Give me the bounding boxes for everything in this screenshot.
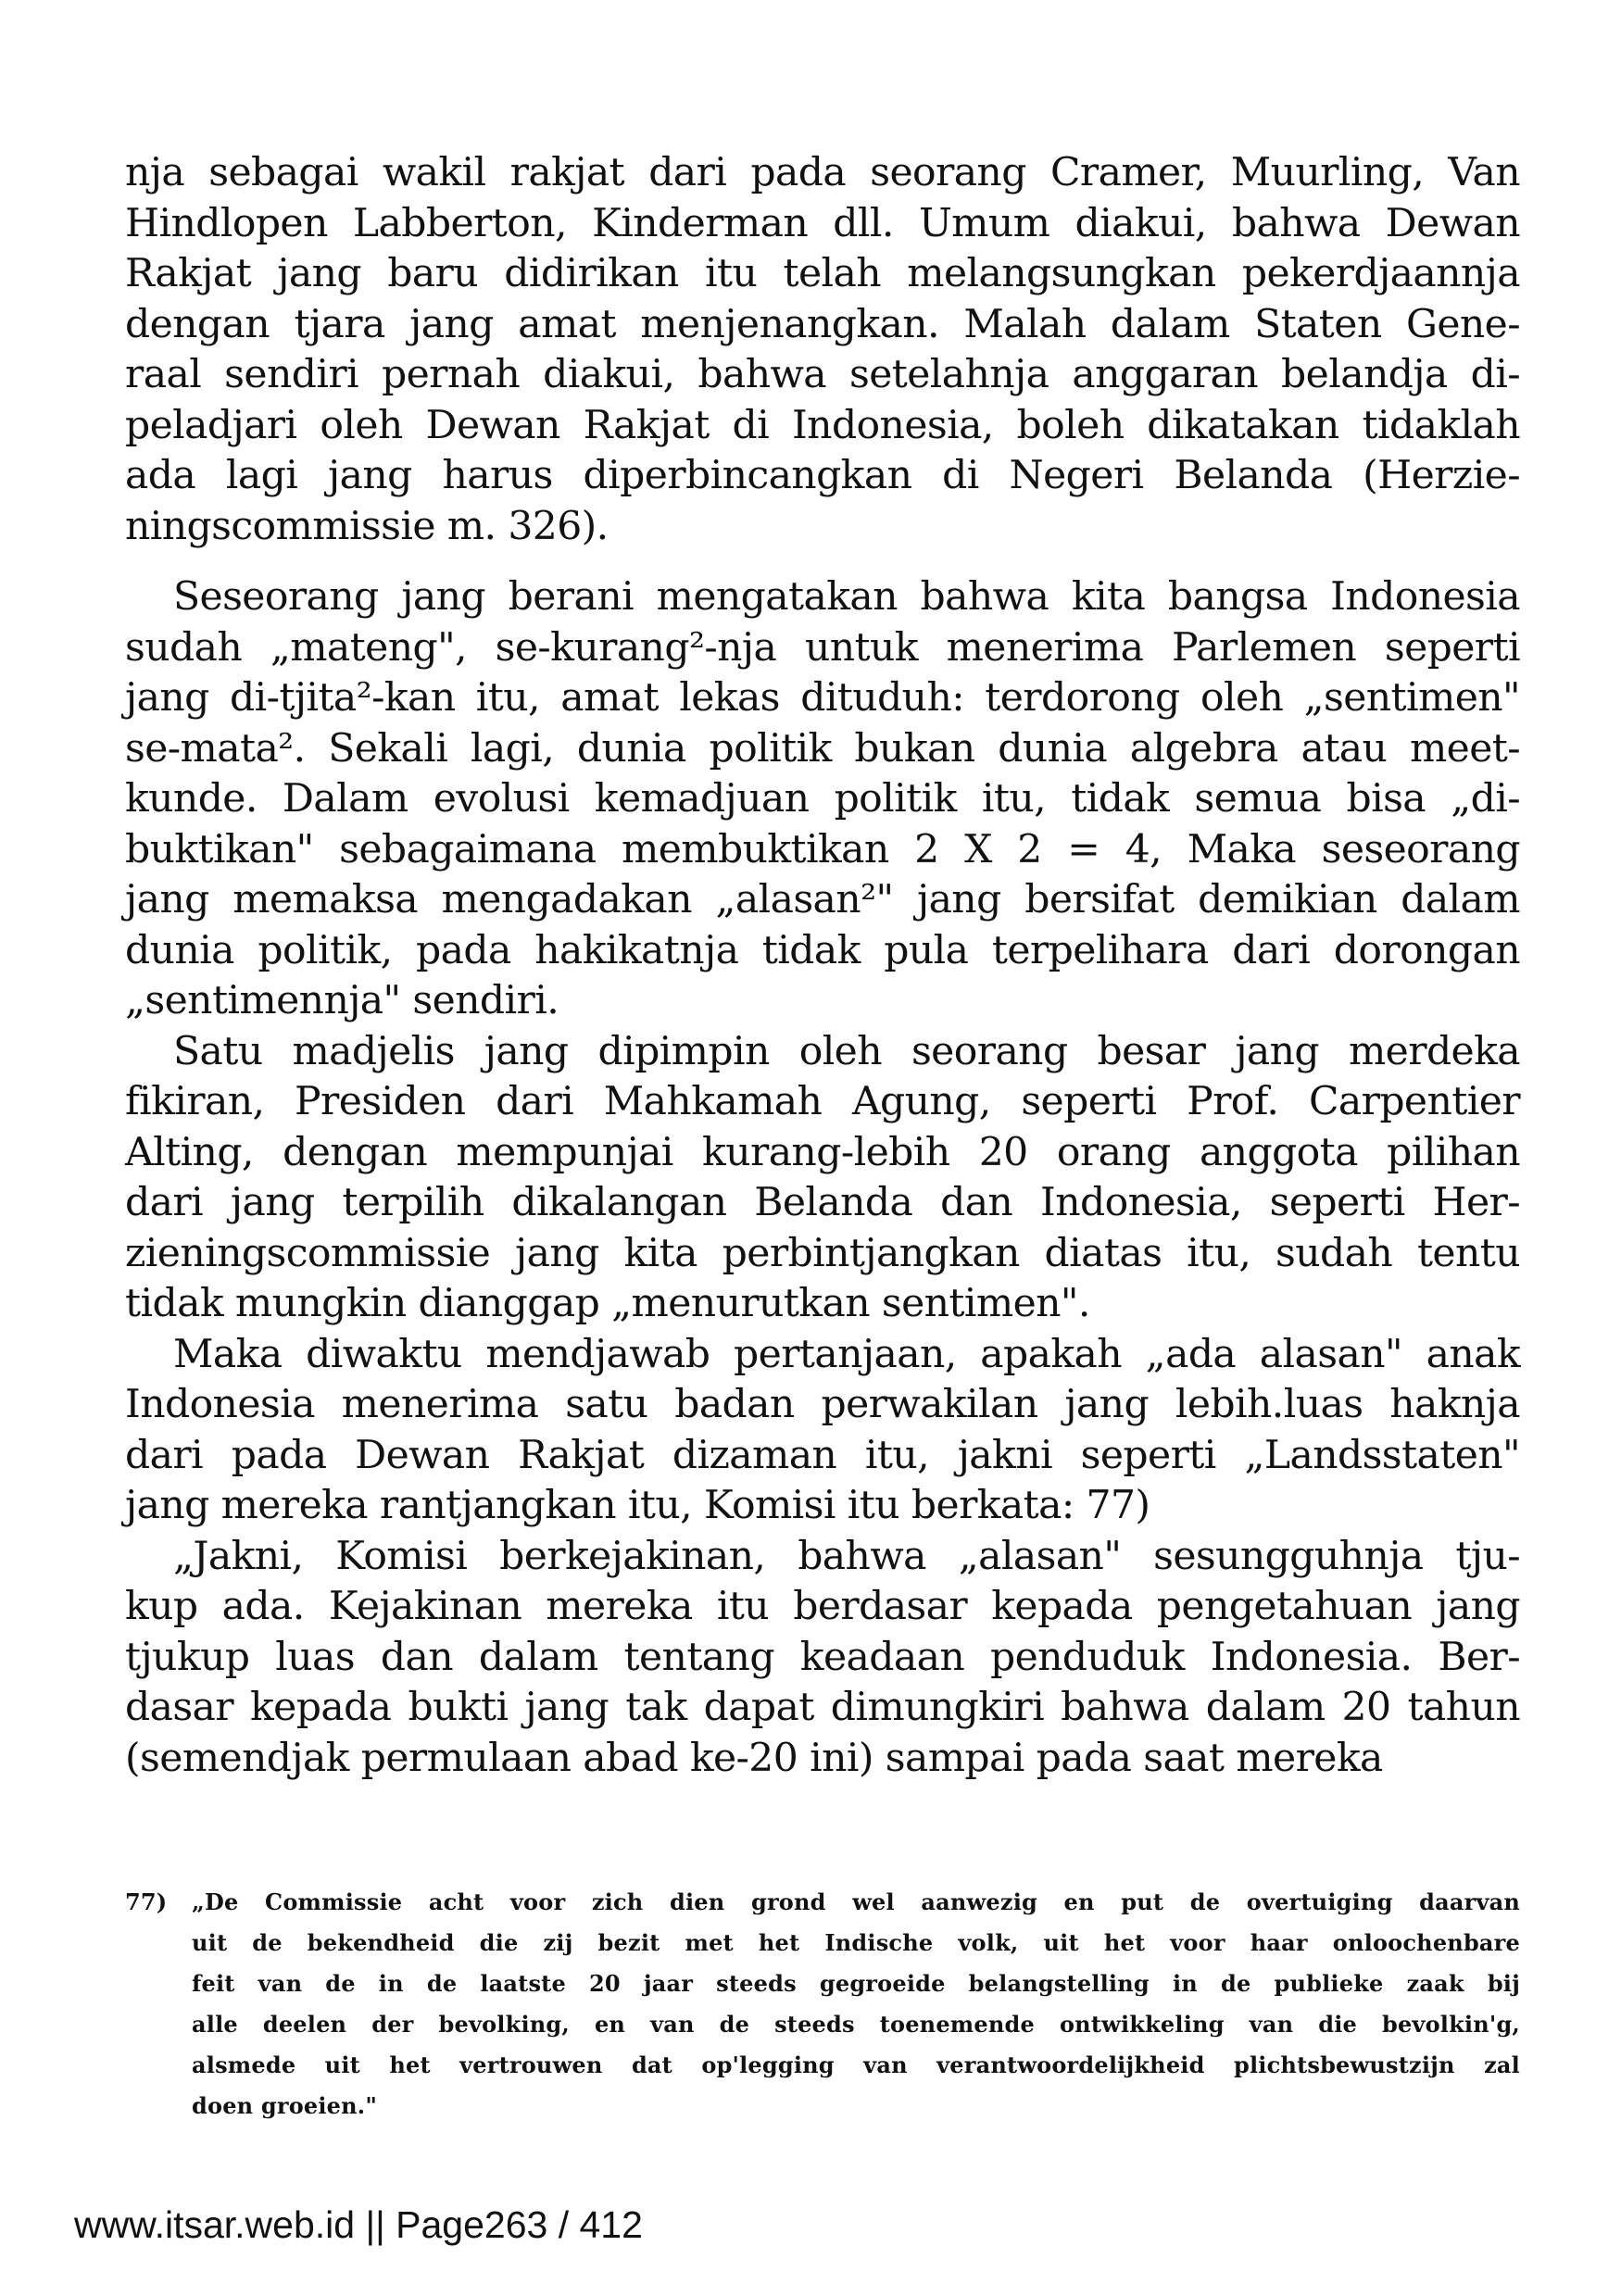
text-line: peladjari oleh Dewan Rakjat di Indonesia, boleh dikatakan tidaklah (125, 402, 1520, 448)
footnote-line: „De Commissie acht voor zich dien grond wel aanwezig en put de overtuiging daarvan (192, 1888, 1520, 1915)
text-line: jang di-tjita²-kan itu, amat lekas dituduh: terdorong oleh „sentimen" (125, 675, 1520, 721)
text-line: „Jakni, Komisi berkejakinan, bahwa „alasan" sesungguhnja tju- (173, 1533, 1520, 1579)
text-line: Maka diwaktu mendjawab pertanjaan, apakah „ada alasan" anak (173, 1331, 1520, 1377)
text-line: dengan tjara jang amat menjenangkan. Malah dalam Staten Gene- (125, 301, 1520, 347)
paragraph-5 (125, 1532, 1520, 1785)
footnote-line: alle deelen der bevolking, en van de steeds toenemende ontwikkeling van die bevolkin'g, (192, 2011, 1520, 2038)
text-line: fikiran, Presiden dari Mahkamah Agung, seperti Prof. Carpentier (125, 1079, 1520, 1124)
footnote-number: 77) (125, 1888, 168, 1915)
text-line: Rakjat jang baru didirikan itu telah melangsungkan pekerdjaannja (125, 251, 1520, 296)
text-line: jang mereka rantjangkan itu, Komisi itu berkata: 77) (125, 1483, 1150, 1528)
text-line: Indonesia menerima satu badan perwakilan jang lebih.luas haknja (125, 1382, 1520, 1427)
paragraph-gap (125, 552, 1520, 572)
paragraph-4 (125, 1330, 1520, 1532)
text-line: sudah „mateng", se-kurang²-nja untuk menerima Parlemen seperti (125, 624, 1520, 671)
footnote-line: alsmede uit het vertrouwen dat op'legging van verantwoordelijkheid plichtsbewustzijn zal (192, 2051, 1520, 2078)
text-line: jang memaksa mengadakan „alasan²" jang bersifat demikian dalam (125, 877, 1520, 922)
paragraph-1 (125, 148, 1520, 552)
text-line: „sentimennja" sendiri. (125, 978, 559, 1023)
text-line: tjukup luas dan dalam tentang keadaan penduduk Indonesia. Ber- (125, 1634, 1520, 1680)
text-line: tidak mungkin dianggap „menurutkan sentimen". (125, 1281, 1090, 1326)
text-line: dunia politik, pada hakikatnja tidak pula terpelihara dari dorongan (125, 927, 1520, 973)
text-line: Hindlopen Labberton, Kinderman dll. Umum diakui, bahwa Dewan (125, 200, 1520, 246)
paragraph-2 (125, 572, 1520, 1027)
text-line: Alting, dengan mempunjai kurang-lebih 20 orang anggota pilihan (125, 1129, 1520, 1175)
text-line: Satu madjelis jang dipimpin oleh seorang besar jang merdeka (173, 1028, 1520, 1074)
text-line: se-mata². Sekali lagi, dunia politik bukan dunia algebra atau meet- (125, 725, 1520, 772)
text-line: ada lagi jang harus diperbincangkan di Negeri Belanda (Herzie- (125, 453, 1520, 498)
text-line: (semendjak permulaan abad ke-20 ini) sampai pada saat mereka (125, 1735, 1383, 1781)
text-line: Seseorang jang berani mengatakan bahwa kita bangsa Indonesia (173, 574, 1520, 620)
text-line: buktikan" sebagaimana membuktikan 2 X 2 = 4, Maka seseorang (125, 826, 1520, 872)
footnote-body (192, 1882, 1520, 2127)
footnote-line: uit de bekendheid die zij bezit met het Indische volk, uit het voor haar onloochenbare (192, 1929, 1520, 1956)
paragraph-3 (125, 1027, 1520, 1330)
text-line: kunde. Dalam evolusi kemadjuan politik itu, tidak semua bisa „di- (125, 776, 1520, 822)
text-line: zieningscommissie jang kita perbintjangkan diatas itu, sudah tentu (125, 1230, 1520, 1276)
footnote-line: doen groeien." (192, 2092, 378, 2119)
text-line: raal sendiri pernah diakui, bahwa setelahnja anggaran belandja di- (125, 352, 1520, 397)
text-line: kup ada. Kejakinan mereka itu berdasar kepada pengetahuan jang (125, 1584, 1520, 1629)
main-text (125, 148, 1520, 1784)
text-line: dari jang terpilih dikalangan Belanda dan Indonesia, seperti Her- (125, 1180, 1520, 1225)
text-line: ningscommissie m. 326). (125, 503, 609, 549)
page-footer: www.itsar.web.id || Page263 / 412 (74, 2203, 643, 2246)
text-line: nja sebagai wakil rakjat dari pada seorang Cramer, Muurling, Van (125, 150, 1520, 195)
footnote-77 (125, 1882, 1520, 2127)
footnote-line: feit van de in de laatste 20 jaar steeds gegroeide belangstelling in de publieke zaak bij (192, 1970, 1520, 1997)
text-line: dari pada Dewan Rakjat dizaman itu, jakni seperti „Landsstaten" (125, 1432, 1520, 1478)
text-line: dasar kepada bukti jang tak dapat dimungkiri bahwa dalam 20 tahun (125, 1685, 1520, 1730)
